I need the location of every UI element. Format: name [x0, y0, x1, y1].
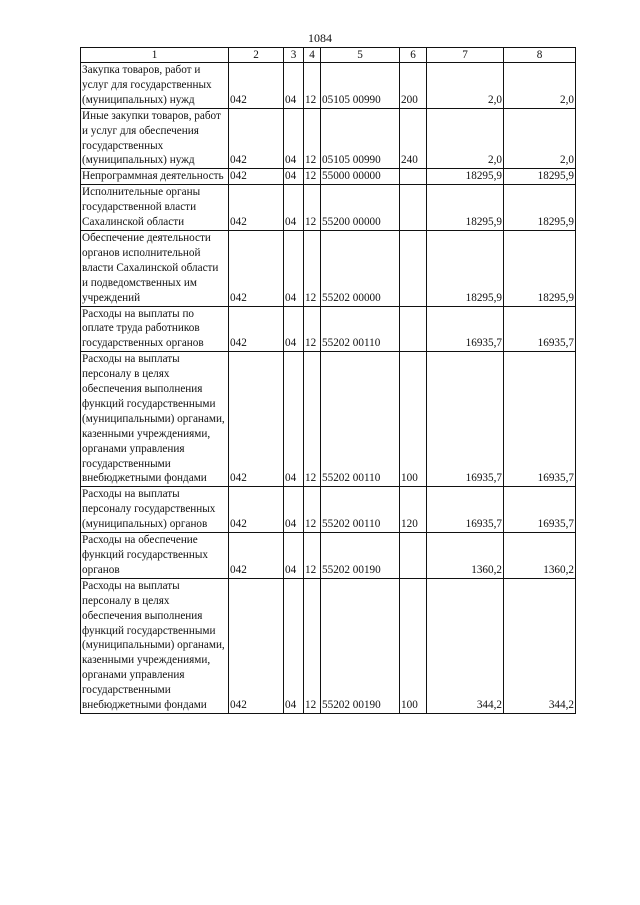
row-code-c4: 12	[304, 108, 321, 169]
row-code-c4: 12	[304, 487, 321, 533]
table-row	[81, 63, 576, 109]
table-row	[81, 352, 576, 487]
row-code-c5: 55202 00190	[321, 578, 400, 713]
row-code-c6	[400, 306, 427, 352]
row-code-c2: 042	[229, 169, 284, 185]
row-code-c4: 12	[304, 169, 321, 185]
page-number: 1084	[308, 31, 332, 45]
row-amount-c8: 1360,2	[504, 533, 576, 579]
row-code-c5: 55000 00000	[321, 169, 400, 185]
row-code-c6	[400, 533, 427, 579]
row-code-c5: 05105 00990	[321, 108, 400, 169]
row-name: Расходы на выплаты персоналу в целях обеспечения выполнения функций государственными (муниципальными) органами, казенными учреждениями, органами управления государственными внебюджетными фондами	[81, 352, 229, 487]
row-name: Иные закупки товаров, работ и услуг для обеспечения государственных (муниципальных) нужд	[81, 108, 229, 169]
row-code-c6: 120	[400, 487, 427, 533]
table-row	[81, 185, 576, 231]
column-header: 4	[304, 48, 321, 63]
table-row	[81, 108, 576, 169]
row-name: Обеспечение деятельности органов исполнительной власти Сахалинской области и подведомственных им учреждений	[81, 230, 229, 306]
row-code-c6: 100	[400, 578, 427, 713]
row-amount-c7: 16935,7	[427, 306, 504, 352]
row-code-c3: 04	[284, 352, 304, 487]
row-code-c4: 12	[304, 352, 321, 487]
row-code-c2: 042	[229, 306, 284, 352]
row-name: Расходы на выплаты персоналу в целях обеспечения выполнения функций государственными (муниципальными) органами, казенными учреждениями, органами управления государственными внебюджетными фондами	[81, 578, 229, 713]
row-code-c6	[400, 169, 427, 185]
row-code-c6	[400, 230, 427, 306]
table-row	[81, 487, 576, 533]
row-name: Расходы на выплаты персоналу государственных (муниципальных) органов	[81, 487, 229, 533]
row-code-c3: 04	[284, 578, 304, 713]
column-header: 3	[284, 48, 304, 63]
row-code-c5: 55202 00110	[321, 306, 400, 352]
row-code-c2: 042	[229, 487, 284, 533]
row-amount-c7: 18295,9	[427, 185, 504, 231]
row-code-c2: 042	[229, 185, 284, 231]
row-code-c4: 12	[304, 230, 321, 306]
column-header: 7	[427, 48, 504, 63]
row-code-c5: 55202 00190	[321, 533, 400, 579]
row-code-c5: 55202 00110	[321, 487, 400, 533]
row-amount-c7: 2,0	[427, 108, 504, 169]
row-code-c2: 042	[229, 230, 284, 306]
row-amount-c7: 18295,9	[427, 230, 504, 306]
row-code-c3: 04	[284, 306, 304, 352]
row-code-c4: 12	[304, 185, 321, 231]
row-code-c3: 04	[284, 533, 304, 579]
row-name: Расходы на выплаты по оплате труда работников государственных органов	[81, 306, 229, 352]
row-code-c2: 042	[229, 108, 284, 169]
row-code-c4: 12	[304, 63, 321, 109]
row-code-c2: 042	[229, 578, 284, 713]
table-row	[81, 230, 576, 306]
row-code-c3: 04	[284, 230, 304, 306]
column-header: 5	[321, 48, 400, 63]
row-amount-c7: 344,2	[427, 578, 504, 713]
row-amount-c8: 2,0	[504, 108, 576, 169]
column-header: 2	[229, 48, 284, 63]
row-code-c3: 04	[284, 487, 304, 533]
row-code-c4: 12	[304, 578, 321, 713]
row-amount-c8: 16935,7	[504, 306, 576, 352]
row-code-c3: 04	[284, 185, 304, 231]
table-row	[81, 306, 576, 352]
row-code-c4: 12	[304, 533, 321, 579]
row-code-c6: 100	[400, 352, 427, 487]
row-code-c5: 55200 00000	[321, 185, 400, 231]
row-code-c6: 240	[400, 108, 427, 169]
row-amount-c7: 18295,9	[427, 169, 504, 185]
row-code-c4: 12	[304, 306, 321, 352]
row-name: Непрограммная деятельность	[81, 169, 229, 185]
row-code-c6: 200	[400, 63, 427, 109]
row-code-c2: 042	[229, 533, 284, 579]
row-code-c6	[400, 185, 427, 231]
row-amount-c8: 18295,9	[504, 230, 576, 306]
row-amount-c8: 18295,9	[504, 185, 576, 231]
row-amount-c8: 2,0	[504, 63, 576, 109]
row-amount-c8: 16935,7	[504, 487, 576, 533]
row-code-c2: 042	[229, 352, 284, 487]
table-row	[81, 533, 576, 579]
row-name: Закупка товаров, работ и услуг для государственных (муниципальных) нужд	[81, 63, 229, 109]
table-header-row	[81, 48, 576, 63]
row-amount-c8: 344,2	[504, 578, 576, 713]
row-name: Расходы на обеспечение функций государственных органов	[81, 533, 229, 579]
row-amount-c8: 16935,7	[504, 352, 576, 487]
row-code-c3: 04	[284, 63, 304, 109]
budget-table	[80, 47, 576, 714]
row-amount-c8: 18295,9	[504, 169, 576, 185]
row-code-c3: 04	[284, 108, 304, 169]
column-header: 8	[504, 48, 576, 63]
row-amount-c7: 16935,7	[427, 352, 504, 487]
row-amount-c7: 1360,2	[427, 533, 504, 579]
row-code-c5: 55202 00000	[321, 230, 400, 306]
row-amount-c7: 2,0	[427, 63, 504, 109]
column-header: 1	[81, 48, 229, 63]
table-row	[81, 169, 576, 185]
row-code-c3: 04	[284, 169, 304, 185]
row-name: Исполнительные органы государственной власти Сахалинской области	[81, 185, 229, 231]
row-code-c5: 55202 00110	[321, 352, 400, 487]
row-code-c5: 05105 00990	[321, 63, 400, 109]
row-code-c2: 042	[229, 63, 284, 109]
column-header: 6	[400, 48, 427, 63]
table-row	[81, 578, 576, 713]
row-amount-c7: 16935,7	[427, 487, 504, 533]
